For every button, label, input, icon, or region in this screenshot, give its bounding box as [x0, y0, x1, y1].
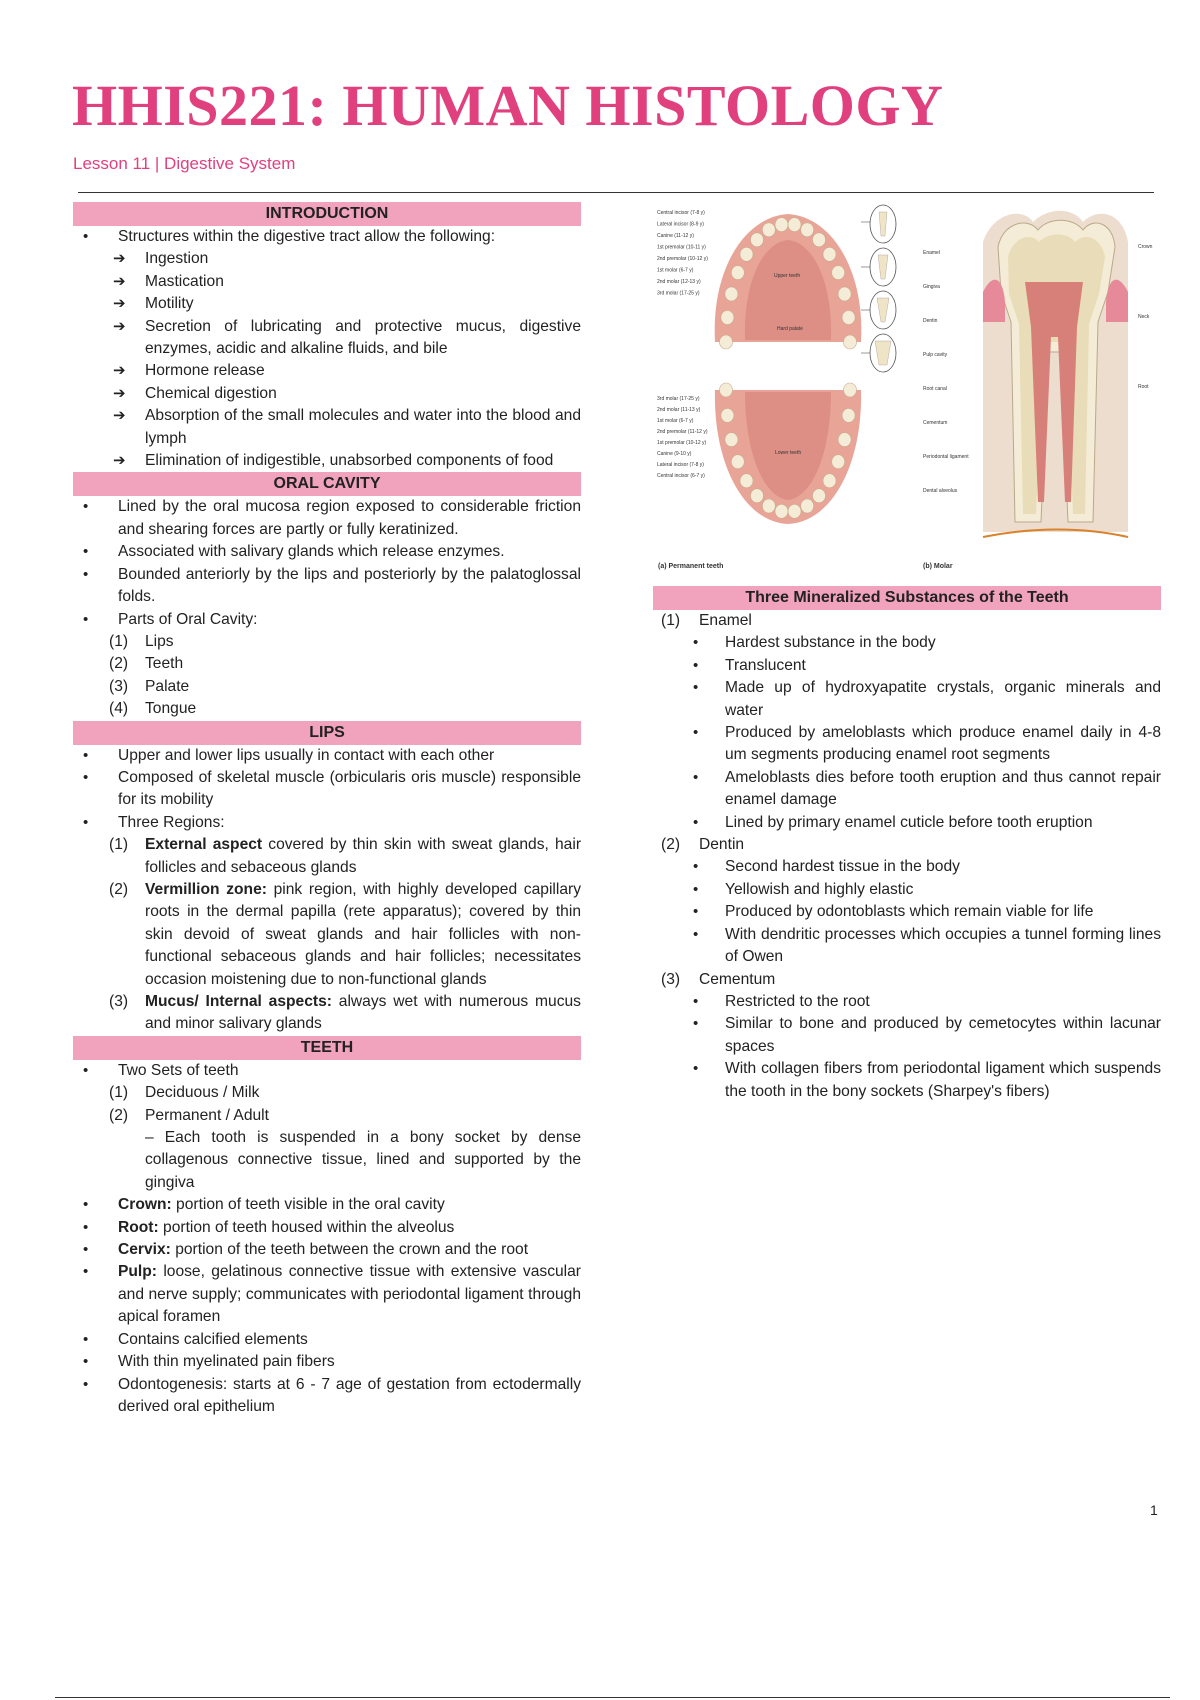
figure-label: 1st premolar (10-11 y)	[657, 244, 706, 251]
figure-label: Dental alveolus	[923, 488, 958, 494]
item-text: Motility	[145, 295, 194, 313]
item-text: Secretion of lubricating and protective mucus, digestive enzymes, acidic and alkaline fluids, and bile	[145, 317, 581, 358]
lower-tooth	[725, 433, 738, 447]
lower-tooth	[720, 383, 733, 397]
item-text: Dentin	[699, 836, 745, 854]
figure-label: Crown	[1138, 244, 1153, 250]
section-header: TEETH	[73, 1036, 581, 1060]
item-text: portion of the teeth between the crown and the root	[170, 1241, 529, 1259]
figure-label: 3rd molar (17-25 y)	[657, 290, 700, 297]
item-text: Two Sets of teeth	[118, 1061, 239, 1079]
bullet-item	[73, 226, 581, 248]
numbered-item	[73, 879, 581, 991]
numbered-item	[73, 991, 581, 1036]
lower-tooth	[731, 455, 744, 469]
figure-label: Lateral incisor (7-8 y)	[657, 462, 704, 468]
teeth-diagram	[653, 202, 1161, 580]
figure-label: Canine (11-12 y)	[657, 233, 694, 239]
item-number: (1)	[109, 632, 129, 650]
bullet-item	[73, 564, 581, 609]
upper-tooth	[725, 287, 738, 301]
section-header: ORAL CAVITY	[73, 472, 581, 496]
header-divider	[78, 192, 1154, 193]
item-text: With thin myelinated pain fibers	[118, 1353, 335, 1371]
figure-label: 2nd molar (11-13 y)	[657, 407, 701, 413]
figure-label: 2nd molar (12-13 y)	[657, 279, 701, 285]
item-text: Three Regions:	[118, 813, 225, 831]
bullet-item	[653, 1058, 1161, 1103]
item-text: Cementum	[699, 970, 776, 988]
bullet-item	[73, 541, 581, 563]
item-text: Produced by odontoblasts which remain viable for life	[725, 903, 1094, 921]
lower-tooth	[775, 504, 788, 518]
figure-label: Root	[1138, 384, 1149, 390]
item-text: Yellowish and highly elastic	[725, 880, 914, 898]
term-label: Root:	[118, 1218, 159, 1236]
figure-label: 1st premolar (10-12 y)	[657, 440, 707, 446]
arrow-item	[73, 405, 581, 450]
lower-tooth	[788, 504, 801, 518]
lower-tooth	[832, 455, 845, 469]
upper-tooth	[762, 223, 775, 237]
item-text: Second hardest tissue in the body	[725, 858, 960, 876]
caption-molar: (b) Molar	[923, 563, 953, 570]
item-number: (2)	[661, 836, 681, 854]
figure-label: 1st molar (6-7 y)	[657, 418, 694, 424]
figure-label: Neck	[1138, 314, 1150, 320]
lesson-subtitle: Lesson 11 | Digestive System	[73, 154, 296, 173]
item-number: (3)	[661, 970, 681, 988]
bullet-item	[73, 1060, 581, 1082]
item-text: Lined by the oral mucosa region exposed to considerable friction and shearing forces are partly or fully keratinized.	[118, 498, 581, 538]
upper-tooth	[832, 266, 845, 280]
item-text: portion of teeth housed within the alveolus	[158, 1218, 455, 1236]
item-text: Lips	[145, 632, 174, 650]
upper-tooth	[842, 311, 855, 325]
item-text: Teeth	[145, 655, 184, 673]
item-text: Translucent	[725, 656, 806, 674]
item-text: – Each tooth is suspended in a bony socket by dense collagenous connective tissue, lined and supported by the gingiva	[145, 1129, 581, 1191]
upper-tooth-labels	[657, 210, 708, 297]
molar-left-labels	[923, 250, 969, 494]
figure-label: Central incisor (6-7 y)	[657, 473, 705, 479]
upper-tooth	[740, 247, 753, 261]
lower-tooth	[801, 499, 814, 513]
section-header: Three Mineralized Substances of the Teeth	[653, 586, 1161, 610]
lower-tooth	[823, 474, 836, 488]
figure-label: Enamel	[923, 250, 940, 256]
numbered-item	[73, 834, 581, 879]
item-text: Ingestion	[145, 250, 209, 268]
bullet-item	[653, 1013, 1161, 1058]
arrow-item	[73, 248, 581, 270]
left-column	[73, 202, 581, 1418]
item-text: Chemical digestion	[145, 384, 277, 402]
bullet-item	[73, 1194, 581, 1216]
item-text: Permanent / Adult	[145, 1106, 269, 1124]
document-title: HHIS221: HUMAN HISTOLOGY	[72, 73, 944, 138]
bullet-item	[73, 812, 581, 834]
item-number: (1)	[109, 836, 129, 854]
upper-tooth	[751, 233, 764, 247]
arrow-item	[73, 450, 581, 472]
term-label: Crown:	[118, 1196, 172, 1214]
bullet-item	[73, 1329, 581, 1351]
item-number: (2)	[109, 655, 129, 673]
figure-label: Lateral incisor (8-9 y)	[657, 221, 704, 228]
lower-tooth	[721, 408, 734, 422]
lower-tooth	[762, 499, 775, 513]
item-text: Made up of hydroxyapatite crystals, organic minerals and water	[725, 679, 1161, 719]
figure-label: Cementum	[923, 420, 948, 426]
item-number: (2)	[109, 880, 129, 898]
lower-tooth	[813, 489, 826, 503]
numbered-item	[653, 610, 1161, 632]
lower-tooth	[842, 408, 855, 422]
item-text: Similar to bone and produced by cemetocytes within lacunar spaces	[725, 1015, 1161, 1055]
teeth-figure	[653, 202, 1161, 580]
figure-label: 3rd molar (17-25 y)	[657, 396, 700, 402]
lower-tooth	[751, 489, 764, 503]
item-number: (1)	[661, 612, 681, 629]
numbered-item	[73, 653, 581, 675]
upper-tooth	[801, 223, 814, 237]
lower-tooth	[844, 383, 857, 397]
item-text: pink region, with highly developed capillary roots in the dermal papilla (rete apparatus); covered by thin skin devoid of sweat glands and hair follicles with non-functional sebaceous glands and hair follicles; necessitates occasion moistening due to non-functional glands	[145, 880, 582, 988]
arrow-item	[73, 316, 581, 361]
upper-tooth	[838, 287, 851, 301]
section-header: INTRODUCTION	[73, 202, 581, 226]
bullet-item	[653, 901, 1161, 923]
term-label: Pulp:	[118, 1263, 157, 1281]
figure-label: Pulp cavity	[923, 352, 948, 358]
item-text: Elimination of indigestible, unabsorbed components of food	[145, 452, 554, 470]
bullet-item	[653, 856, 1161, 878]
item-text: Associated with salivary glands which release enzymes.	[118, 543, 505, 561]
bullet-item	[653, 767, 1161, 812]
molar-right-labels	[1138, 244, 1153, 390]
term-label: Vermillion zone:	[145, 880, 267, 898]
figure-label: Root canal	[923, 386, 947, 392]
item-text: With dendritic processes which occupies a tunnel forming lines of Owen	[725, 925, 1161, 966]
item-text: Bounded anteriorly by the lips and posteriorly by the palatoglossal folds.	[118, 565, 581, 606]
item-text: Parts of Oral Cavity:	[118, 610, 258, 628]
item-text: Produced by ameloblasts which produce enamel daily in 4-8 um segments producing enamel root segments	[725, 724, 1161, 764]
upper-tooth	[823, 247, 836, 261]
term-label: Cervix:	[118, 1241, 171, 1259]
item-text: Deciduous / Milk	[145, 1084, 260, 1102]
figure-label: 1st molar (6-7 y)	[657, 267, 694, 274]
item-number: (4)	[109, 700, 129, 718]
bullet-item	[73, 1374, 581, 1419]
bullet-item	[653, 632, 1161, 654]
item-text: Ameloblasts dies before tooth eruption and thus cannot repair enamel damage	[725, 768, 1161, 809]
arrow-item	[73, 360, 581, 382]
numbered-item	[73, 1082, 581, 1104]
term-label: External aspect	[145, 836, 263, 854]
bullet-item	[653, 655, 1161, 677]
bullet-item	[653, 991, 1161, 1013]
item-text: Mastication	[145, 272, 224, 290]
numbered-item	[653, 834, 1161, 856]
item-text: Structures within the digestive tract allow the following:	[118, 228, 496, 245]
item-number: (1)	[109, 1084, 129, 1102]
tooth-callouts	[861, 205, 896, 372]
bullet-item	[653, 812, 1161, 834]
arrow-item	[73, 293, 581, 315]
right-column	[653, 586, 1161, 1103]
upper-tooth	[720, 335, 733, 349]
item-text: Palate	[145, 677, 190, 695]
upper-tooth	[813, 233, 826, 247]
upper-tooth	[731, 266, 744, 280]
numbered-item	[73, 1105, 581, 1127]
dash-item	[73, 1127, 581, 1194]
item-number: (3)	[109, 677, 129, 695]
arrow-item	[73, 271, 581, 293]
upper-tooth	[721, 311, 734, 325]
item-text: Restricted to the root	[725, 992, 870, 1010]
bullet-item	[653, 677, 1161, 722]
figure-label: Gingiva	[923, 284, 940, 290]
figure-label: Dentin	[923, 318, 938, 324]
upper-tooth	[844, 335, 857, 349]
upper-tooth	[775, 218, 788, 232]
item-text: Hardest substance in the body	[725, 634, 936, 652]
lower-tooth-labels	[657, 396, 708, 479]
bullet-item	[653, 879, 1161, 901]
figure-label: Canine (9-10 y)	[657, 451, 692, 457]
item-text: Enamel	[699, 612, 752, 629]
bullet-item	[73, 1217, 581, 1239]
item-text: portion of teeth visible in the oral cavity	[171, 1196, 445, 1214]
numbered-item	[73, 631, 581, 653]
upper-teeth-label: Upper teeth	[774, 273, 801, 279]
item-text: always wet with numerous mucus and minor salivary glands	[145, 993, 581, 1033]
figure-label: Periodontal ligament	[923, 454, 969, 460]
item-text: Hormone release	[145, 362, 265, 380]
bullet-item	[653, 722, 1161, 767]
lower-tooth	[740, 474, 753, 488]
page-number: 1	[1150, 1502, 1158, 1518]
item-text: Tongue	[145, 700, 197, 718]
bullet-item	[73, 767, 581, 812]
numbered-item	[73, 676, 581, 698]
lower-tooth	[838, 433, 851, 447]
bullet-item	[73, 609, 581, 631]
item-text: Absorption of the small molecules and water into the blood and lymph	[145, 407, 581, 447]
item-number: (2)	[109, 1106, 129, 1124]
caption-permanent-teeth: (a) Permanent teeth	[658, 563, 724, 570]
figure-label: Central incisor (7-8 y)	[657, 210, 705, 216]
item-number: (3)	[109, 993, 129, 1010]
figure-label: 2nd premolar (11-12 y)	[657, 429, 708, 435]
bullet-item	[73, 496, 581, 541]
item-text: With collagen fibers from periodontal ligament which suspends the tooth in the bony sockets (Sharpey's fibers)	[725, 1060, 1161, 1100]
bullet-item	[653, 924, 1161, 969]
numbered-item	[653, 969, 1161, 991]
lower-teeth-label: Lower teeth	[775, 450, 802, 456]
item-text: Upper and lower lips usually in contact with each other	[118, 746, 495, 764]
item-text: covered by thin skin with sweat glands, hair follicles and sebaceous glands	[145, 836, 582, 876]
item-text: loose, gelatinous connective tissue with extensive vascular and nerve supply; communicates with periodontal ligament through apical foramen	[118, 1263, 581, 1326]
bullet-item	[73, 745, 581, 767]
bullet-item	[73, 1239, 581, 1261]
item-text: Composed of skeletal muscle (orbicularis oris muscle) responsible for its mobility	[118, 768, 581, 809]
bullet-item	[73, 1351, 581, 1373]
arrow-item	[73, 383, 581, 405]
item-text: Odontogenesis: starts at 6 - 7 age of gestation from ectodermally derived oral epithelium	[118, 1375, 581, 1415]
item-text: Lined by primary enamel cuticle before tooth eruption	[725, 813, 1093, 831]
hard-palate-label: Hard palate	[777, 326, 803, 332]
section-header: LIPS	[73, 721, 581, 745]
numbered-item	[73, 698, 581, 720]
bullet-item	[73, 1261, 581, 1328]
molar-cross-section	[983, 211, 1128, 537]
figure-label: 2nd premolar (10-12 y)	[657, 256, 708, 262]
term-label: Mucus/ Internal aspects:	[145, 993, 332, 1010]
item-text: Contains calcified elements	[118, 1330, 308, 1348]
footer-divider	[55, 1697, 1170, 1698]
upper-tooth	[788, 218, 801, 232]
